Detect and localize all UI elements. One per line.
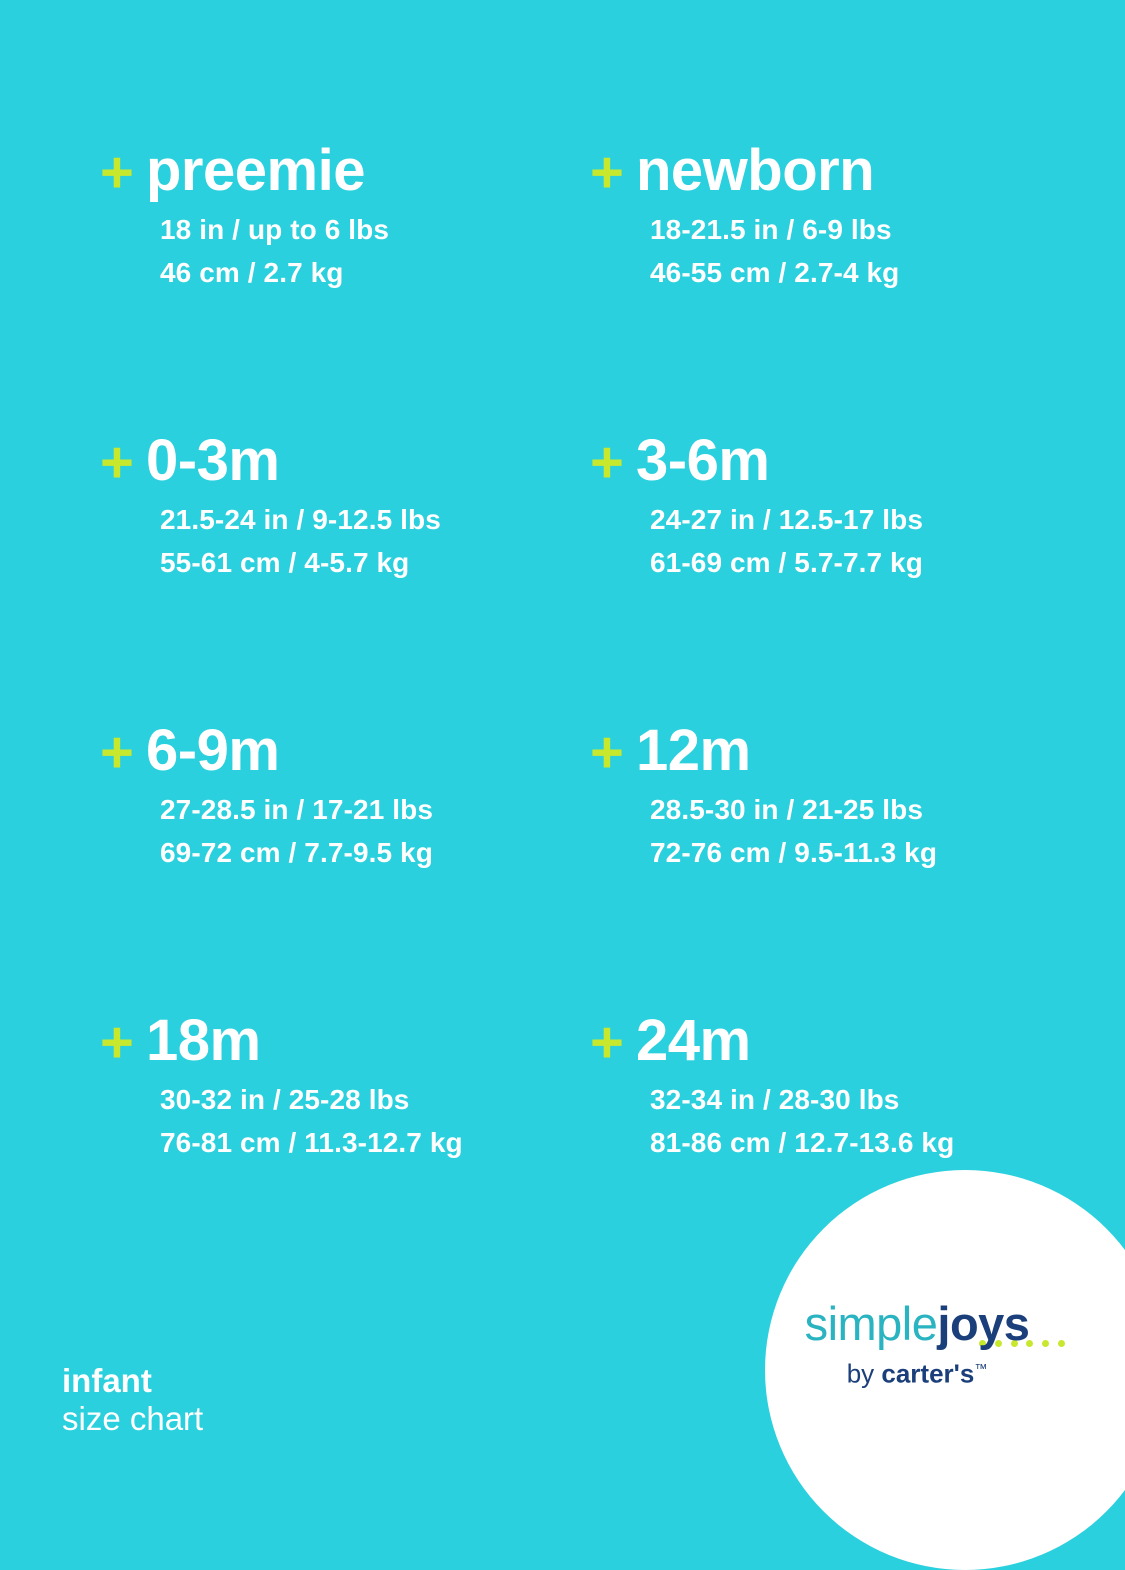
plus-icon: + <box>100 720 134 785</box>
size-metric: 69-72 cm / 7.7-9.5 kg <box>160 837 433 868</box>
brand-by: by <box>846 1359 875 1389</box>
size-metric: 72-76 cm / 9.5-11.3 kg <box>650 837 938 868</box>
chart-title-line2: size chart <box>62 1400 204 1437</box>
plus-icon: + <box>590 720 624 785</box>
size-imperial: 24-27 in / 12.5-17 lbs <box>650 504 924 535</box>
size-label: 24m <box>636 1008 751 1073</box>
size-imperial: 18-21.5 in / 6-9 lbs <box>650 214 892 245</box>
size-card-6-9m <box>100 720 590 1010</box>
brand-logo-main <box>767 1299 1067 1349</box>
plus-icon: + <box>100 430 134 495</box>
size-imperial: 32-34 in / 28-30 lbs <box>650 1084 900 1115</box>
size-heading <box>100 718 590 785</box>
plus-icon: + <box>100 140 134 205</box>
brand-word-simple: simple <box>804 1297 938 1351</box>
plus-icon: + <box>590 140 624 205</box>
size-card-newborn <box>590 140 1060 430</box>
size-card-3-6m <box>590 430 1060 720</box>
size-label: preemie <box>146 138 365 203</box>
size-heading <box>100 1008 590 1075</box>
size-label: 3-6m <box>636 428 770 493</box>
size-imperial: 21.5-24 in / 9-12.5 lbs <box>160 504 441 535</box>
size-imperial: 27-28.5 in / 17-21 lbs <box>160 794 434 825</box>
size-metric: 76-81 cm / 11.3-12.7 kg <box>160 1127 463 1158</box>
size-metric: 46 cm / 2.7 kg <box>160 257 344 288</box>
size-label: 6-9m <box>146 718 280 783</box>
size-metric: 61-69 cm / 5.7-7.7 kg <box>650 547 923 578</box>
size-label: 18m <box>146 1008 261 1073</box>
plus-icon: + <box>100 1010 134 1075</box>
brand-carters: carter's <box>881 1359 975 1389</box>
size-imperial: 18 in / up to 6 lbs <box>160 214 390 245</box>
size-card-0-3m <box>100 430 590 720</box>
size-label: newborn <box>636 138 875 203</box>
size-heading <box>590 1008 1060 1075</box>
brand-logo <box>767 1299 1067 1388</box>
brand-logo-sub <box>767 1355 1067 1388</box>
size-metric: 55-61 cm / 4-5.7 kg <box>160 547 410 578</box>
brand-word-joys: joys <box>937 1297 1030 1351</box>
size-heading <box>590 428 1060 495</box>
size-card-preemie <box>100 140 590 430</box>
size-metric: 46-55 cm / 2.7-4 kg <box>650 257 900 288</box>
size-imperial: 30-32 in / 25-28 lbs <box>160 1084 410 1115</box>
size-heading <box>100 428 590 495</box>
size-heading <box>590 718 1060 785</box>
size-grid <box>100 140 1060 1300</box>
chart-title <box>62 1362 203 1438</box>
size-card-12m <box>590 720 1060 1010</box>
size-metric: 81-86 cm / 12.7-13.6 kg <box>650 1127 955 1158</box>
plus-icon: + <box>590 430 624 495</box>
trademark-icon: ™ <box>974 1361 988 1377</box>
size-heading <box>590 138 1060 205</box>
size-card-18m <box>100 1010 590 1300</box>
chart-title-line1: infant <box>62 1362 152 1399</box>
size-heading <box>100 138 590 205</box>
size-imperial: 28.5-30 in / 21-25 lbs <box>650 794 924 825</box>
plus-icon: + <box>590 1010 624 1075</box>
size-label: 12m <box>636 718 751 783</box>
size-label: 0-3m <box>146 428 280 493</box>
